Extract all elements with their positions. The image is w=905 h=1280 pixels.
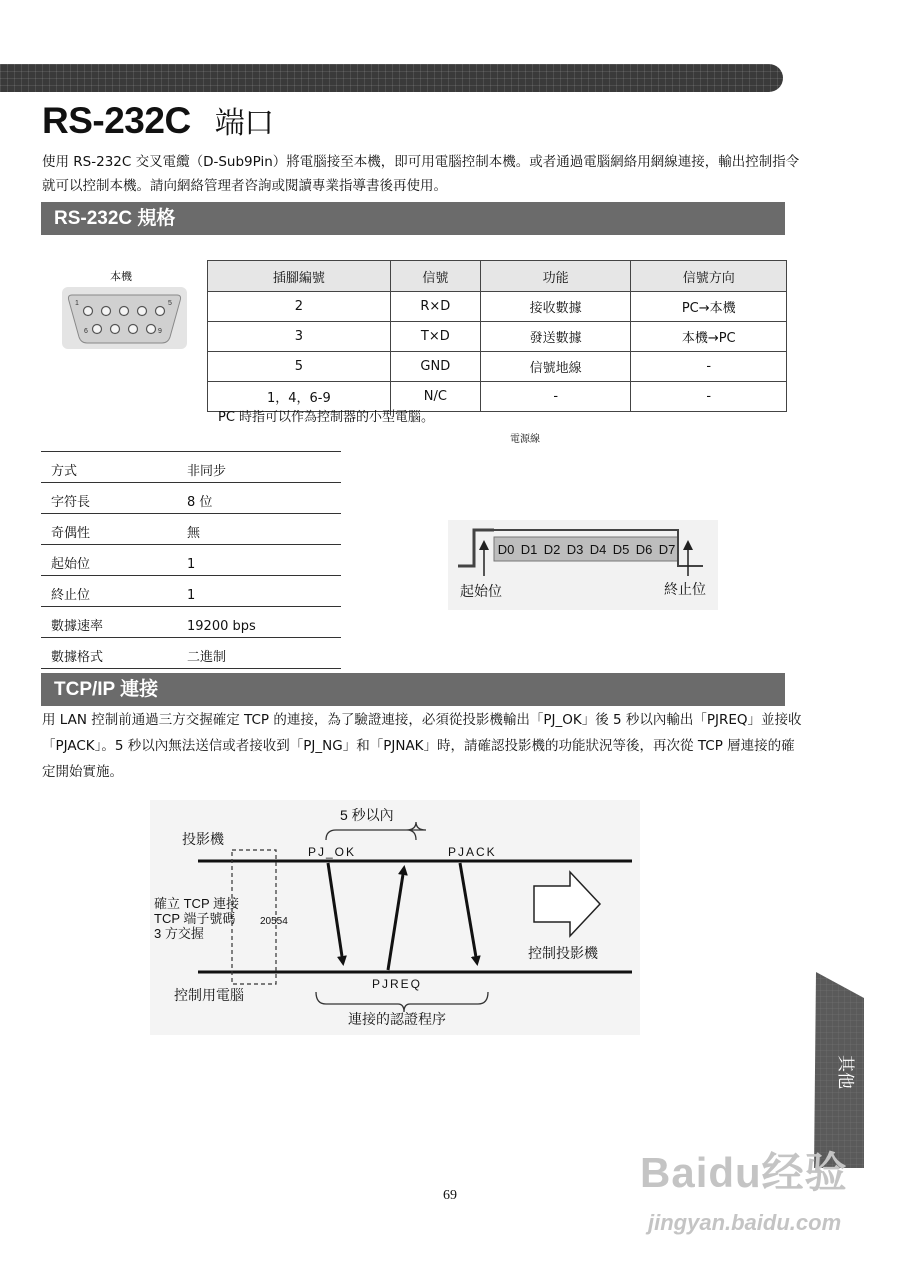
page-title: RS-232C 端口 [42, 100, 274, 141]
direction-col-header: 信號方向 [631, 261, 787, 292]
bit-d0-label: D0 [497, 542, 515, 557]
setting-label: 終止位 [41, 576, 177, 607]
three-way-label: 3 方交握 [154, 926, 204, 941]
bit-d2-label: D2 [543, 542, 561, 557]
tcp-handshake-diagram [150, 800, 640, 1035]
auth-procedure-label: 連接的認證程序 [348, 1011, 446, 1027]
start-bit-label: 起始位 [460, 583, 502, 599]
setting-label: 起始位 [41, 545, 177, 576]
within-5s-label: 5 秒以內 [340, 807, 394, 823]
bit-d6-label: D6 [635, 542, 653, 557]
stop-bit-label: 終止位 [664, 581, 706, 597]
function-cell: 發送數據 [480, 322, 631, 352]
connector-label: 本機 [110, 270, 132, 283]
bit-d3-label: D3 [566, 542, 584, 557]
direction-cell: - [631, 382, 787, 412]
function-cell: 信號地線 [480, 352, 631, 382]
pjreq-label: PJREQ [372, 977, 423, 991]
settings-table [41, 451, 341, 669]
table-row [208, 352, 787, 382]
table-row [41, 607, 341, 638]
pin-6-label: 6 [84, 328, 88, 335]
setting-label: 字符長 [41, 483, 177, 514]
projector-label: 投影機 [182, 831, 224, 847]
setting-value: 1 [177, 545, 341, 576]
page-title-suffix: 端口 [214, 107, 274, 140]
setting-value: 19200 bps [177, 607, 341, 638]
table-row [41, 576, 341, 607]
rs232-section-heading: RS-232C 規格 [41, 202, 785, 235]
table-row [41, 545, 341, 576]
baidu-watermark [640, 1140, 855, 1250]
setting-value: 1 [177, 576, 341, 607]
setting-value: 非同步 [177, 452, 341, 483]
signal-col-header: 信號 [390, 261, 480, 292]
bit-d1-label: D1 [520, 542, 538, 557]
pin-cell: 1，4，6-9 [208, 382, 391, 412]
direction-cell: 本機→PC [631, 322, 787, 352]
function-cell: 接收數據 [480, 292, 631, 322]
table-row [41, 514, 341, 545]
pin-5-label: 5 [168, 300, 172, 307]
pjack-label: PJACK [448, 845, 497, 859]
page-number: 69 [443, 1188, 457, 1203]
side-tab-label: 其他 [835, 1055, 855, 1089]
pj-ok-label: PJ_OK [308, 845, 357, 859]
direction-cell: PC→本機 [631, 292, 787, 322]
direction-cell: - [631, 352, 787, 382]
timing-diagram [448, 520, 718, 610]
setting-label: 數據速率 [41, 607, 177, 638]
power-cable-label: 電源線 [510, 434, 540, 445]
bit-d5-label: D5 [612, 542, 630, 557]
pin-table-header [208, 261, 787, 292]
signal-cell: GND [390, 352, 480, 382]
pin-cell: 5 [208, 352, 391, 382]
side-tab [814, 972, 866, 1168]
top-decorative-band [0, 64, 783, 92]
setting-label: 方式 [41, 452, 177, 483]
table-row [208, 322, 787, 352]
pin-1-label: 1 [75, 300, 79, 307]
bit-d7-label: D7 [658, 542, 676, 557]
pin-cell: 3 [208, 322, 391, 352]
watermark-logo: Baidu经验 [640, 1149, 848, 1196]
signal-cell: R×D [390, 292, 480, 322]
dsub9-connector-icon [62, 287, 187, 349]
pin-table [207, 260, 787, 412]
signal-cell: N/C [390, 382, 480, 412]
setting-label: 數據格式 [41, 638, 177, 669]
control-pc-label: 控制用電腦 [174, 987, 244, 1003]
setting-value: 二進制 [177, 638, 341, 669]
setting-label: 奇偶性 [41, 514, 177, 545]
table-row [208, 292, 787, 322]
control-projector-label: 控制投影機 [528, 945, 598, 961]
port-number-label: 20554 [260, 916, 288, 927]
intro-paragraph: 使用 RS-232C 交叉電纜（D-Sub9Pin）將電腦接至本機，即可用電腦控制本機。或者通過電腦網絡用網線連接，輸出控制指令就可以控制本機。請向網絡管理者咨詢或閱讀專業指導書後再使用。 [42, 154, 800, 194]
pc-note: PC 時指可以作為控制器的小型電腦。 [218, 410, 435, 425]
signal-cell: T×D [390, 322, 480, 352]
table-row [41, 638, 341, 669]
tcp-port-label: TCP 端子號碼 [154, 911, 236, 926]
setting-value: 8 位 [177, 483, 341, 514]
tcp-paragraph: 用 LAN 控制前通過三方交握確定 TCP 的連接，為了驗證連接，必須從投影機輸出「PJ_OK」後 5 秒以內輸出「PJREQ」並接收「PJACK」。5 秒以內無法送信或者接收到「PJ_NG」和「PJNAK」時，請確認投影機的功能狀況等後，再次從 TCP 層連接的確定開始實施。 [42, 712, 802, 780]
pin-cell: 2 [208, 292, 391, 322]
function-col-header: 功能 [480, 261, 631, 292]
function-cell: - [480, 382, 631, 412]
establish-tcp-label: 確立 TCP 連接 [154, 896, 239, 911]
table-row [41, 483, 341, 514]
pin-9-label: 9 [158, 328, 162, 335]
table-row [41, 452, 341, 483]
setting-value: 無 [177, 514, 341, 545]
tcp-section-heading: TCP/IP 連接 [41, 673, 785, 706]
watermark-url: jingyan.baidu.com [648, 1210, 842, 1235]
pin-col-header: 插腳編號 [208, 261, 391, 292]
bit-d4-label: D4 [589, 542, 607, 557]
